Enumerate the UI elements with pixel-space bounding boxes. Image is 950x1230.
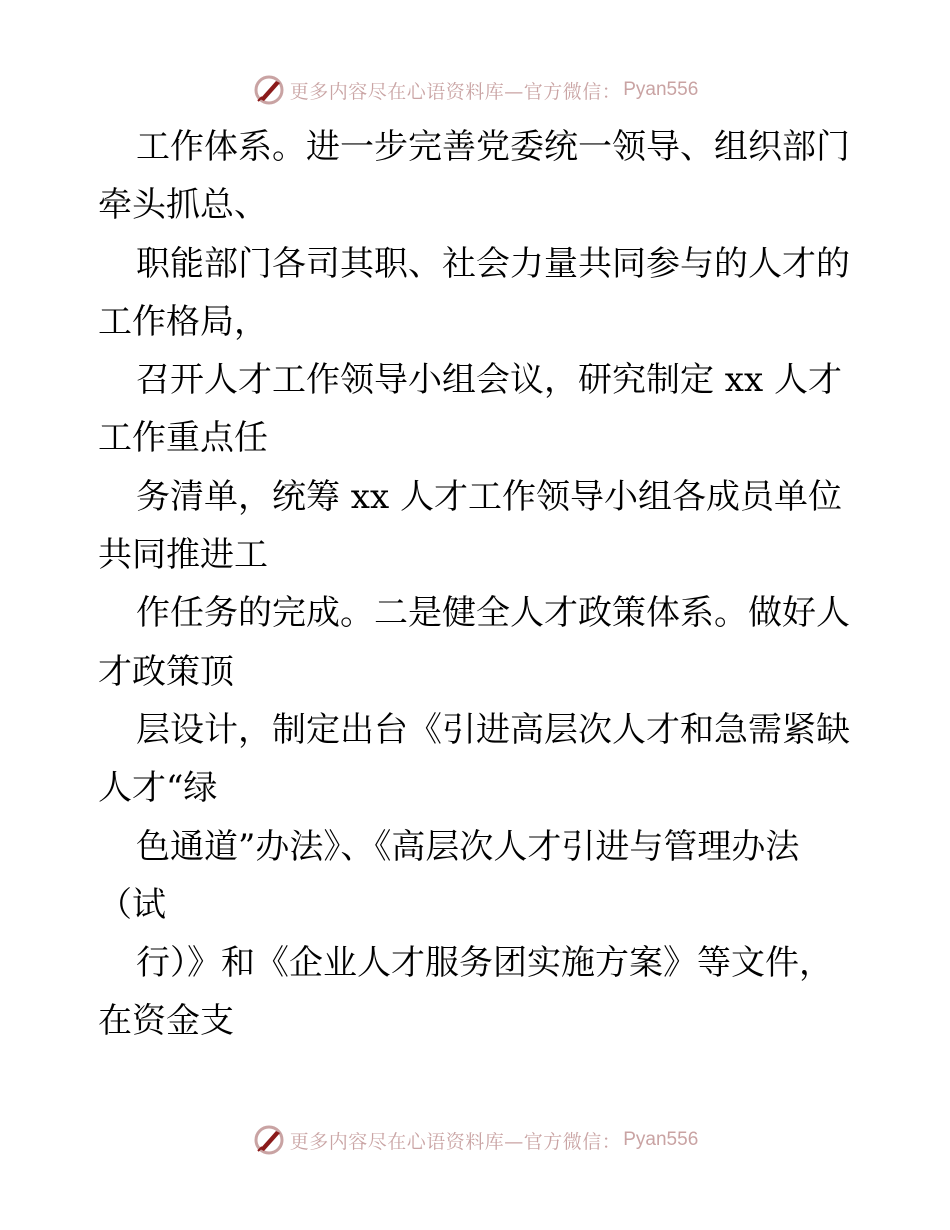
footer-watermark [0, 1120, 950, 1160]
text-line: 才政策顶 [98, 651, 234, 692]
document-body [98, 118, 868, 1051]
text-line: 工作体系。进一步完善党委统一领导、组织部门 [136, 127, 850, 167]
text-line: （试 [98, 884, 166, 925]
footer-watermark-text: 更多内容尽在心语资料库—官方微信： [289, 1130, 622, 1153]
text-line: 人才“绿 [98, 768, 218, 809]
text-line: 共同推进工 [98, 535, 268, 576]
quill-logo-icon [252, 73, 286, 107]
text-line: 务清单，统筹 xx 人才工作领导小组各成员单位 [136, 476, 842, 517]
text-line: 在资金支 [98, 1001, 234, 1042]
header-watermark-handle: Pyan556 [623, 79, 699, 100]
text-line: 工作格局， [98, 301, 268, 342]
text-line: 工作重点任 [98, 418, 268, 459]
text-line: 职能部门各司其职、社会力量共同参与的人才的 [136, 243, 850, 284]
footer-watermark-handle: Pyan556 [623, 1129, 699, 1150]
text-line: 色通道”办法》、《高层次人才引进与管理办法 [136, 826, 800, 867]
text-line: 行）》和《企业人才服务团实施方案》等文件， [136, 943, 833, 984]
text-line: 层设计，制定出台《引进高层次人才和急需紧缺 [136, 709, 850, 750]
quill-logo-icon [252, 1123, 286, 1157]
text-line: 牵头抓总、 [98, 185, 268, 226]
header-watermark [0, 70, 950, 110]
header-watermark-text: 更多内容尽在心语资料库—官方微信： [289, 80, 622, 103]
text-line: 作任务的完成。二是健全人才政策体系。做好人 [136, 593, 850, 634]
text-line: 召开人才工作领导小组会议，研究制定 xx 人才 [136, 360, 842, 401]
